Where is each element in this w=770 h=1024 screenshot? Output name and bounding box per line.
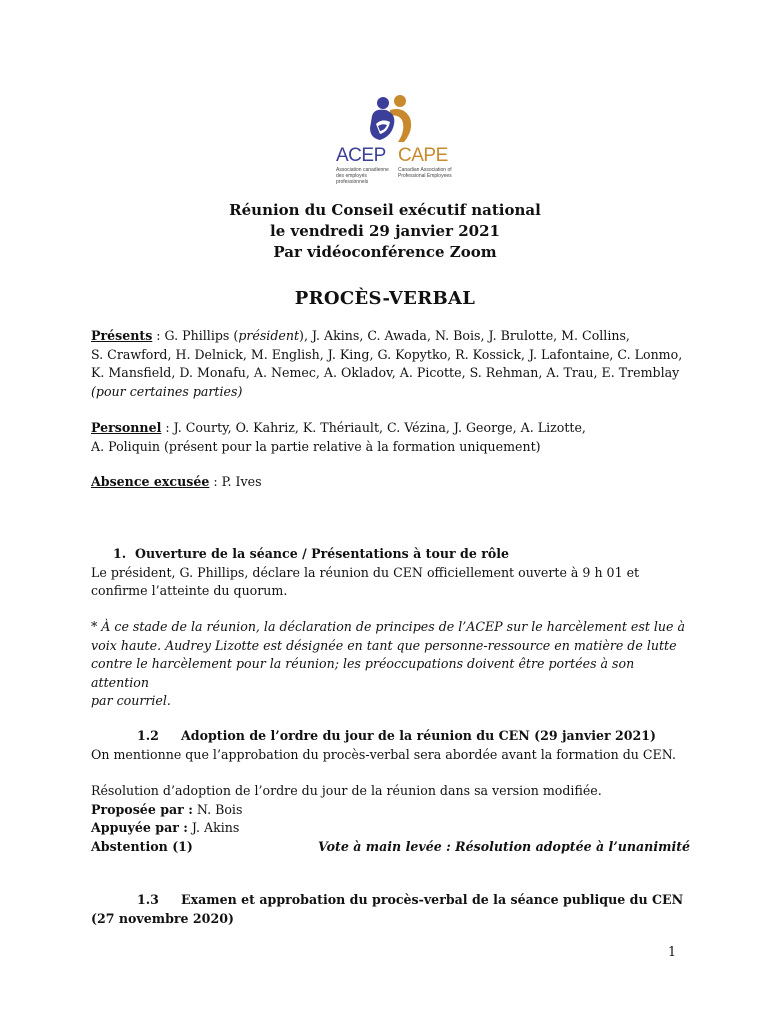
- president-role: président: [238, 328, 300, 343]
- section-1-3: 1.3 Examen et approbation du procès-verbal de la séance publique du CEN (27 novembre 2020): [91, 891, 691, 928]
- present-list: Présents : G. Phillips (président), J. Akins, C. Awada, N. Bois, J. Brulotte, M. Collins, S. Crawford, H. Delnick, M. English, J. King, G. Kopytko, R. Kossick, J. Lafontaine, C. Lonmo, K. Mansfield, D. Monafu, A. Nemec, A. Okladov, A. Picotte, S. Rehman, A. Trau, E. Tremblay (pour certaines parties): [91, 328, 683, 399]
- staff-label: Personnel: [91, 420, 162, 435]
- logo-french-name: Association canadienne des employés professionnels: [336, 167, 389, 185]
- vote-result: Vote à main levée : Résolution adoptée à l’unanimité: [318, 838, 691, 854]
- resolution-text: Résolution d’adoption de l’ordre du jour de la réunion dans sa version modifiée.: [91, 783, 602, 798]
- section-1: 1. Ouverture de la séance / Présentations à tour de rôle Le président, G. Phillips, déclare la réunion du CEN officiellement ouverte à 9 h 01 et confirme l’atteinte du quorum.: [91, 545, 691, 601]
- harassment-note: * À ce stade de la réunion, la déclaration de principes de l’ACEP sur le harcèlement est lue à voix haute. Audrey Lizotte est désignée en tant que personne-ressource en matière de lutte contre le harcèlement pour la réunion; les préoccupations doivent être portées à son attention par courriel.: [91, 619, 686, 708]
- logo-cape-wordmark: CAPE: [398, 145, 448, 166]
- absence-label: Absence excusée: [91, 474, 210, 489]
- page-number: 1: [668, 944, 677, 959]
- meeting-date: le vendredi 29 janvier 2021: [270, 222, 500, 240]
- present-label: Présents: [91, 328, 153, 343]
- section-1-heading: 1. Ouverture de la séance / Présentations à tour de rôle: [113, 546, 510, 561]
- meeting-title: Réunion du Conseil exécutif national: [229, 201, 541, 219]
- acep-cape-logo: [330, 94, 460, 186]
- section-1-3-heading: 1.3 Examen et approbation du procès-verbal de la séance publique du CEN: [137, 892, 684, 907]
- absence-list: Absence excusée : P. Ives: [91, 474, 262, 489]
- staff-list: Personnel : J. Courty, O. Kahriz, K. Thériault, C. Vézina, J. George, A. Lizotte, A. Poliquin (présent pour la partie relative à la formation uniquement): [91, 420, 586, 454]
- page-title: PROCÈS-VERBAL: [294, 288, 476, 309]
- section-1-2-heading: 1.2 Adoption de l’ordre du jour de la réunion du CEN (29 janvier 2021): [137, 728, 657, 743]
- meeting-format: Par vidéoconférence Zoom: [273, 243, 497, 261]
- meeting-header: [0, 200, 770, 263]
- people-emblem-icon: [360, 94, 430, 146]
- logo-acep-wordmark: ACEP: [336, 145, 386, 166]
- logo-english-name: Canadian Association of Professional Employees: [398, 167, 452, 179]
- abstention: Abstention (1): [91, 838, 193, 854]
- resolution-block: Résolution d’adoption de l’ordre du jour de la réunion dans sa version modifiée. Proposée par : N. Bois Appuyée par : J. Akins Abstention (1) Vote à main levée : Résolution adoptée à l’unanimité: [91, 782, 691, 856]
- section-1-2: 1.2 Adoption de l’ordre du jour de la réunion du CEN (29 janvier 2021) On mentionne que l’approbation du procès-verbal sera abordée avant la formation du CEN.: [91, 727, 691, 764]
